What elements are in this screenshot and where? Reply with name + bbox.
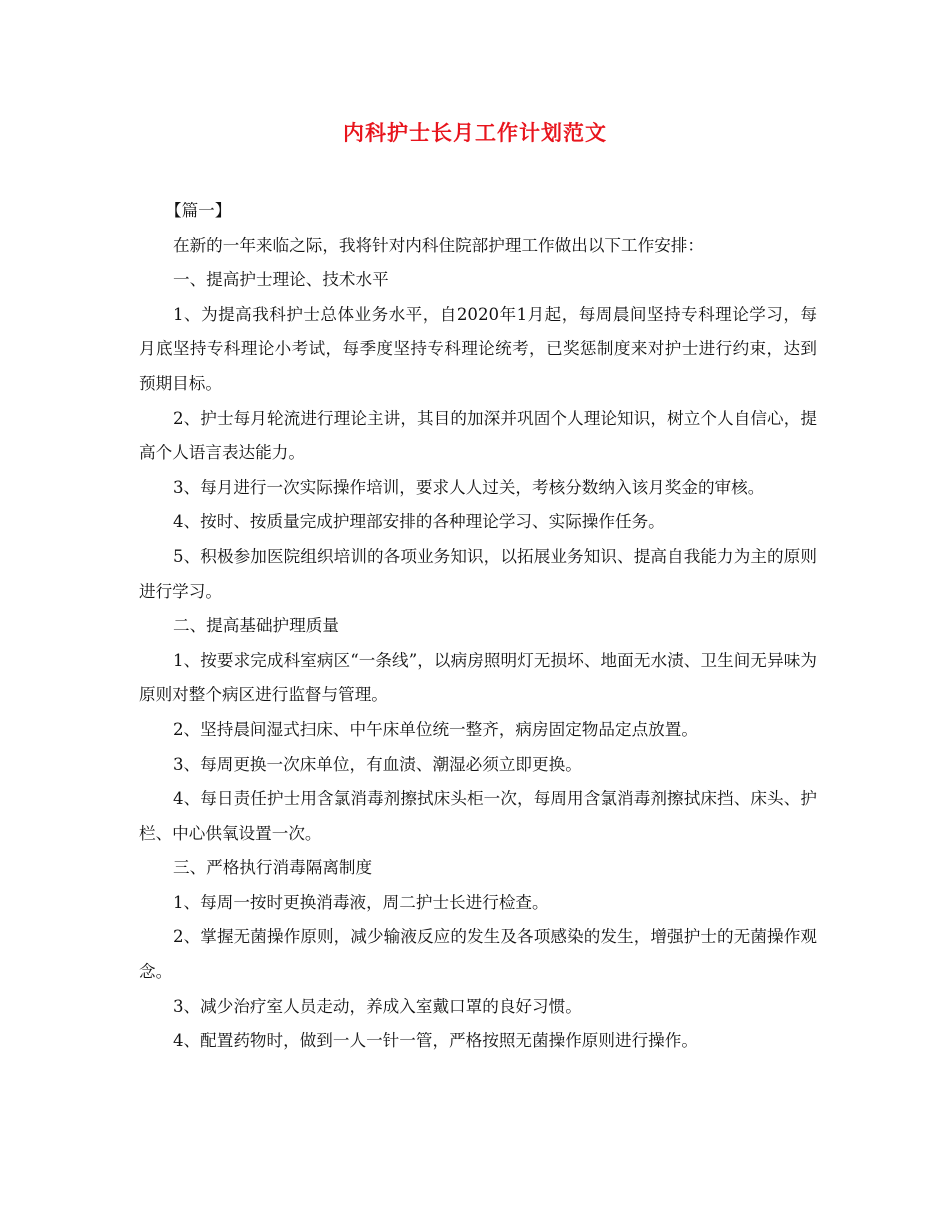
paragraph: 2、护士每月轮流进行理论主讲，其目的加深并巩固个人理论知识，树立个人自信心，提高个人语言表达能力。 bbox=[139, 408, 817, 463]
paragraph: 3、减少治疗室人员走动，养成入室戴口罩的良好习惯。 bbox=[173, 996, 582, 1016]
paragraph: 5、积极参加医院组织培训的各项业务知识，以拓展业务知识、提高自我能力为主的原则进行学习。 bbox=[139, 546, 817, 601]
paragraph: 4、按时、按质量完成护理部安排的各种理论学习、实际操作任务。 bbox=[173, 512, 665, 532]
heading-1: 一、提高护士理论、技术水平 bbox=[173, 270, 389, 290]
paragraph: 2、掌握无菌操作原则，减少输液反应的发生及各项感染的发生，增强护士的无菌操作观念。 bbox=[139, 927, 817, 982]
paragraph: 1、为提高我科护士总体业务水平，自2020年1月起，每周晨间坚持专科理论学习，每月底坚持专科理论小考试，每季度坚持专科理论统考，已奖惩制度来对护士进行约束，达到预期目标。 bbox=[139, 304, 817, 393]
paragraph: 2、坚持晨间湿式扫床、中午床单位统一整齐，病房固定物品定点放置。 bbox=[173, 719, 698, 739]
paragraph: 3、每周更换一次床单位，有血渍、潮湿必须立即更换。 bbox=[173, 754, 582, 774]
section-label: 【篇一】 bbox=[165, 201, 232, 220]
heading-2: 二、提高基础护理质量 bbox=[173, 616, 339, 636]
paragraph: 3、每月进行一次实际操作培训，要求人人过关，考核分数纳入该月奖金的审核。 bbox=[173, 477, 765, 497]
document-title: 内科护士长月工作计划范文 bbox=[343, 120, 607, 145]
paragraph: 4、每日责任护士用含氯消毒剂擦拭床头柜一次，每周用含氯消毒剂擦拭床挡、床头、护栏、中心供氧设置一次。 bbox=[139, 789, 817, 843]
paragraph: 1、每周一按时更换消毒液，周二护士长进行检查。 bbox=[173, 892, 549, 912]
paragraph: 1、按要求完成科室病区“一条线”，以病房照明灯无损坏、地面无水渍、卫生间无异味为原则对整个病区进行监督与管理。 bbox=[139, 650, 817, 705]
paragraph: 4、配置药物时，做到一人一针一管，严格按照无菌操作原则进行操作。 bbox=[173, 1031, 698, 1051]
document-body bbox=[139, 194, 817, 1059]
intro-paragraph: 在新的一年来临之际，我将针对内科住院部护理工作做出以下工作安排： bbox=[173, 235, 704, 255]
heading-3: 三、严格执行消毒隔离制度 bbox=[173, 858, 373, 878]
